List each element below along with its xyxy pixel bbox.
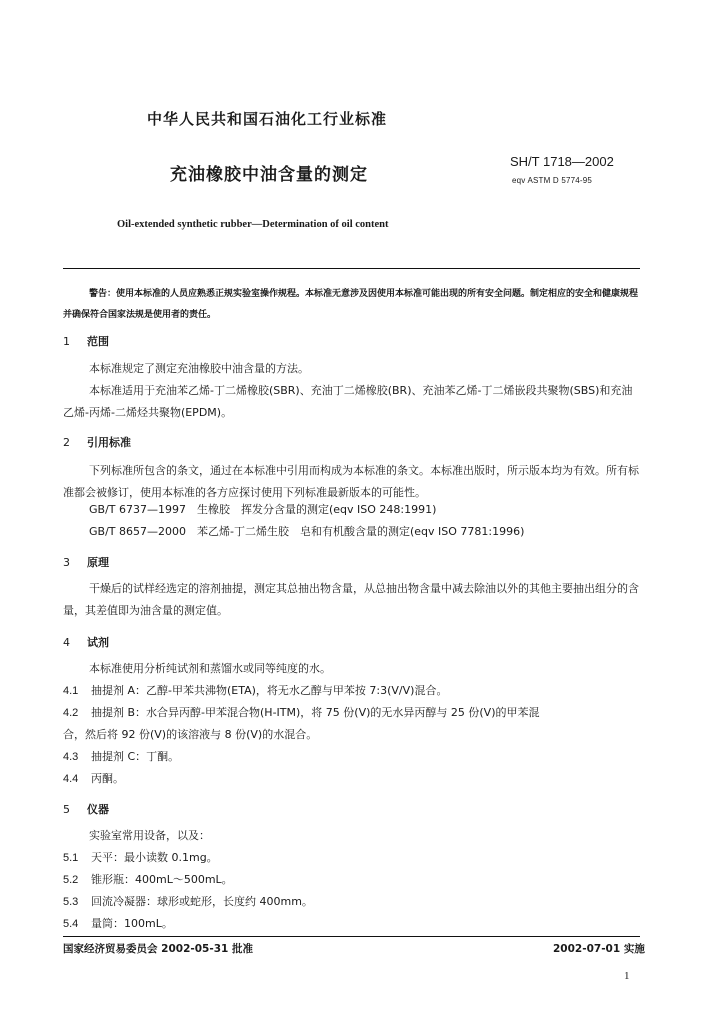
section-title: 试剂 (87, 636, 109, 649)
section-heading-principle (63, 554, 109, 570)
apparatus-item: 5.4 量筒：100mL。 (63, 917, 173, 930)
page-number: 1 (624, 970, 630, 982)
issuing-standard-title: 中华人民共和国石油化工行业标准 (147, 110, 388, 128)
reference-item: GB/T 6737—1997 生橡胶 挥发分含量的测定(eqv ISO 248:1991) (89, 503, 437, 516)
section-heading-reagents (63, 634, 109, 650)
section-title: 范围 (87, 335, 109, 348)
scope-paragraph-1: 本标准规定了测定充油橡胶中油含量的方法。 (89, 362, 309, 375)
section-title: 原理 (87, 556, 109, 569)
reagents-intro: 本标准使用分析纯试剂和蒸馏水或同等纯度的水。 (89, 662, 331, 675)
reagent-item: 4.1 抽提剂 A：乙醇-甲苯共沸物(ETA)，将无水乙醇与甲苯按 7:3(V/V)混合。 (63, 684, 448, 697)
section-number: 1 (63, 335, 70, 348)
section-title: 引用标准 (87, 436, 131, 449)
apparatus-intro: 实验室常用设备，以及： (89, 829, 210, 842)
reagent-item-continuation: 合，然后将 92 份(V)的该溶液与 8 份(V)的水混合。 (63, 728, 318, 741)
header-rule (63, 268, 640, 269)
section-title: 仪器 (87, 803, 109, 816)
standard-equivalence: eqv ASTM D 5774-95 (512, 176, 593, 185)
apparatus-item: 5.2 锥形瓶：400mL～500mL。 (63, 873, 233, 886)
principle-paragraph: 干燥后的试样经选定的溶剂抽提，测定其总抽出物含量，从总抽出物含量中减去除油以外的其他主要抽出组分的含量，其差值即为油含量的测定值。 (63, 582, 639, 617)
standard-code: SH/T 1718—2002 (510, 154, 614, 169)
scope-paragraph-2: 本标准适用于充油苯乙烯-丁二烯橡胶(SBR)、充油丁二烯橡胶(BR)、充油苯乙烯-丁二烯嵌段共聚物(SBS)和充油乙烯-丙烯-二烯烃共聚物(EPDM)。 (63, 384, 633, 419)
document-title-chinese: 充油橡胶中油含量的测定 (170, 165, 368, 185)
safety-warning: 警告：使用本标准的人员应熟悉正规实验室操作规程。本标准无意涉及因使用本标准可能出现的所有安全问题。制定相应的安全和健康规程并确保符合国家法规是使用者的责任。 (63, 289, 639, 320)
section-heading-scope (63, 333, 109, 349)
section-heading-apparatus (63, 801, 109, 817)
apparatus-item: 5.1 天平：最小读数 0.1mg。 (63, 851, 218, 864)
reagent-item: 4.3 抽提剂 C：丁酮。 (63, 750, 180, 763)
section-number: 2 (63, 436, 70, 449)
section-number: 5 (63, 803, 70, 816)
reagent-item: 4.2 抽提剂 B：水合异丙醇-甲苯混合物(H-ITM)，将 75 份(V)的无水异丙醇与 25 份(V)的甲苯混 (63, 706, 540, 719)
section-number: 4 (63, 636, 70, 649)
section-number: 3 (63, 556, 70, 569)
reagent-item: 4.4 丙酮。 (63, 772, 124, 785)
section-heading-references (63, 434, 131, 450)
document-title-english: Oil-extended synthetic rubber—Determination of oil content (117, 219, 389, 230)
footer-rule (63, 936, 640, 937)
approval-note: 国家经济贸易委员会 2002-05-31 批准 (63, 943, 253, 955)
reference-item: GB/T 8657—2000 苯乙烯-丁二烯生胶 皂和有机酸含量的测定(eqv ISO 7781:1996) (89, 525, 525, 538)
implementation-date: 2002-07-01 实施 (553, 943, 645, 955)
apparatus-item: 5.3 回流冷凝器：球形或蛇形，长度约 400mm。 (63, 895, 313, 908)
references-paragraph: 下列标准所包含的条文，通过在本标准中引用而构成为本标准的条文。本标准出版时，所示版本均为有效。所有标准都会被修订，使用本标准的各方应探讨使用下列标准最新版本的可能性。 (63, 464, 639, 499)
